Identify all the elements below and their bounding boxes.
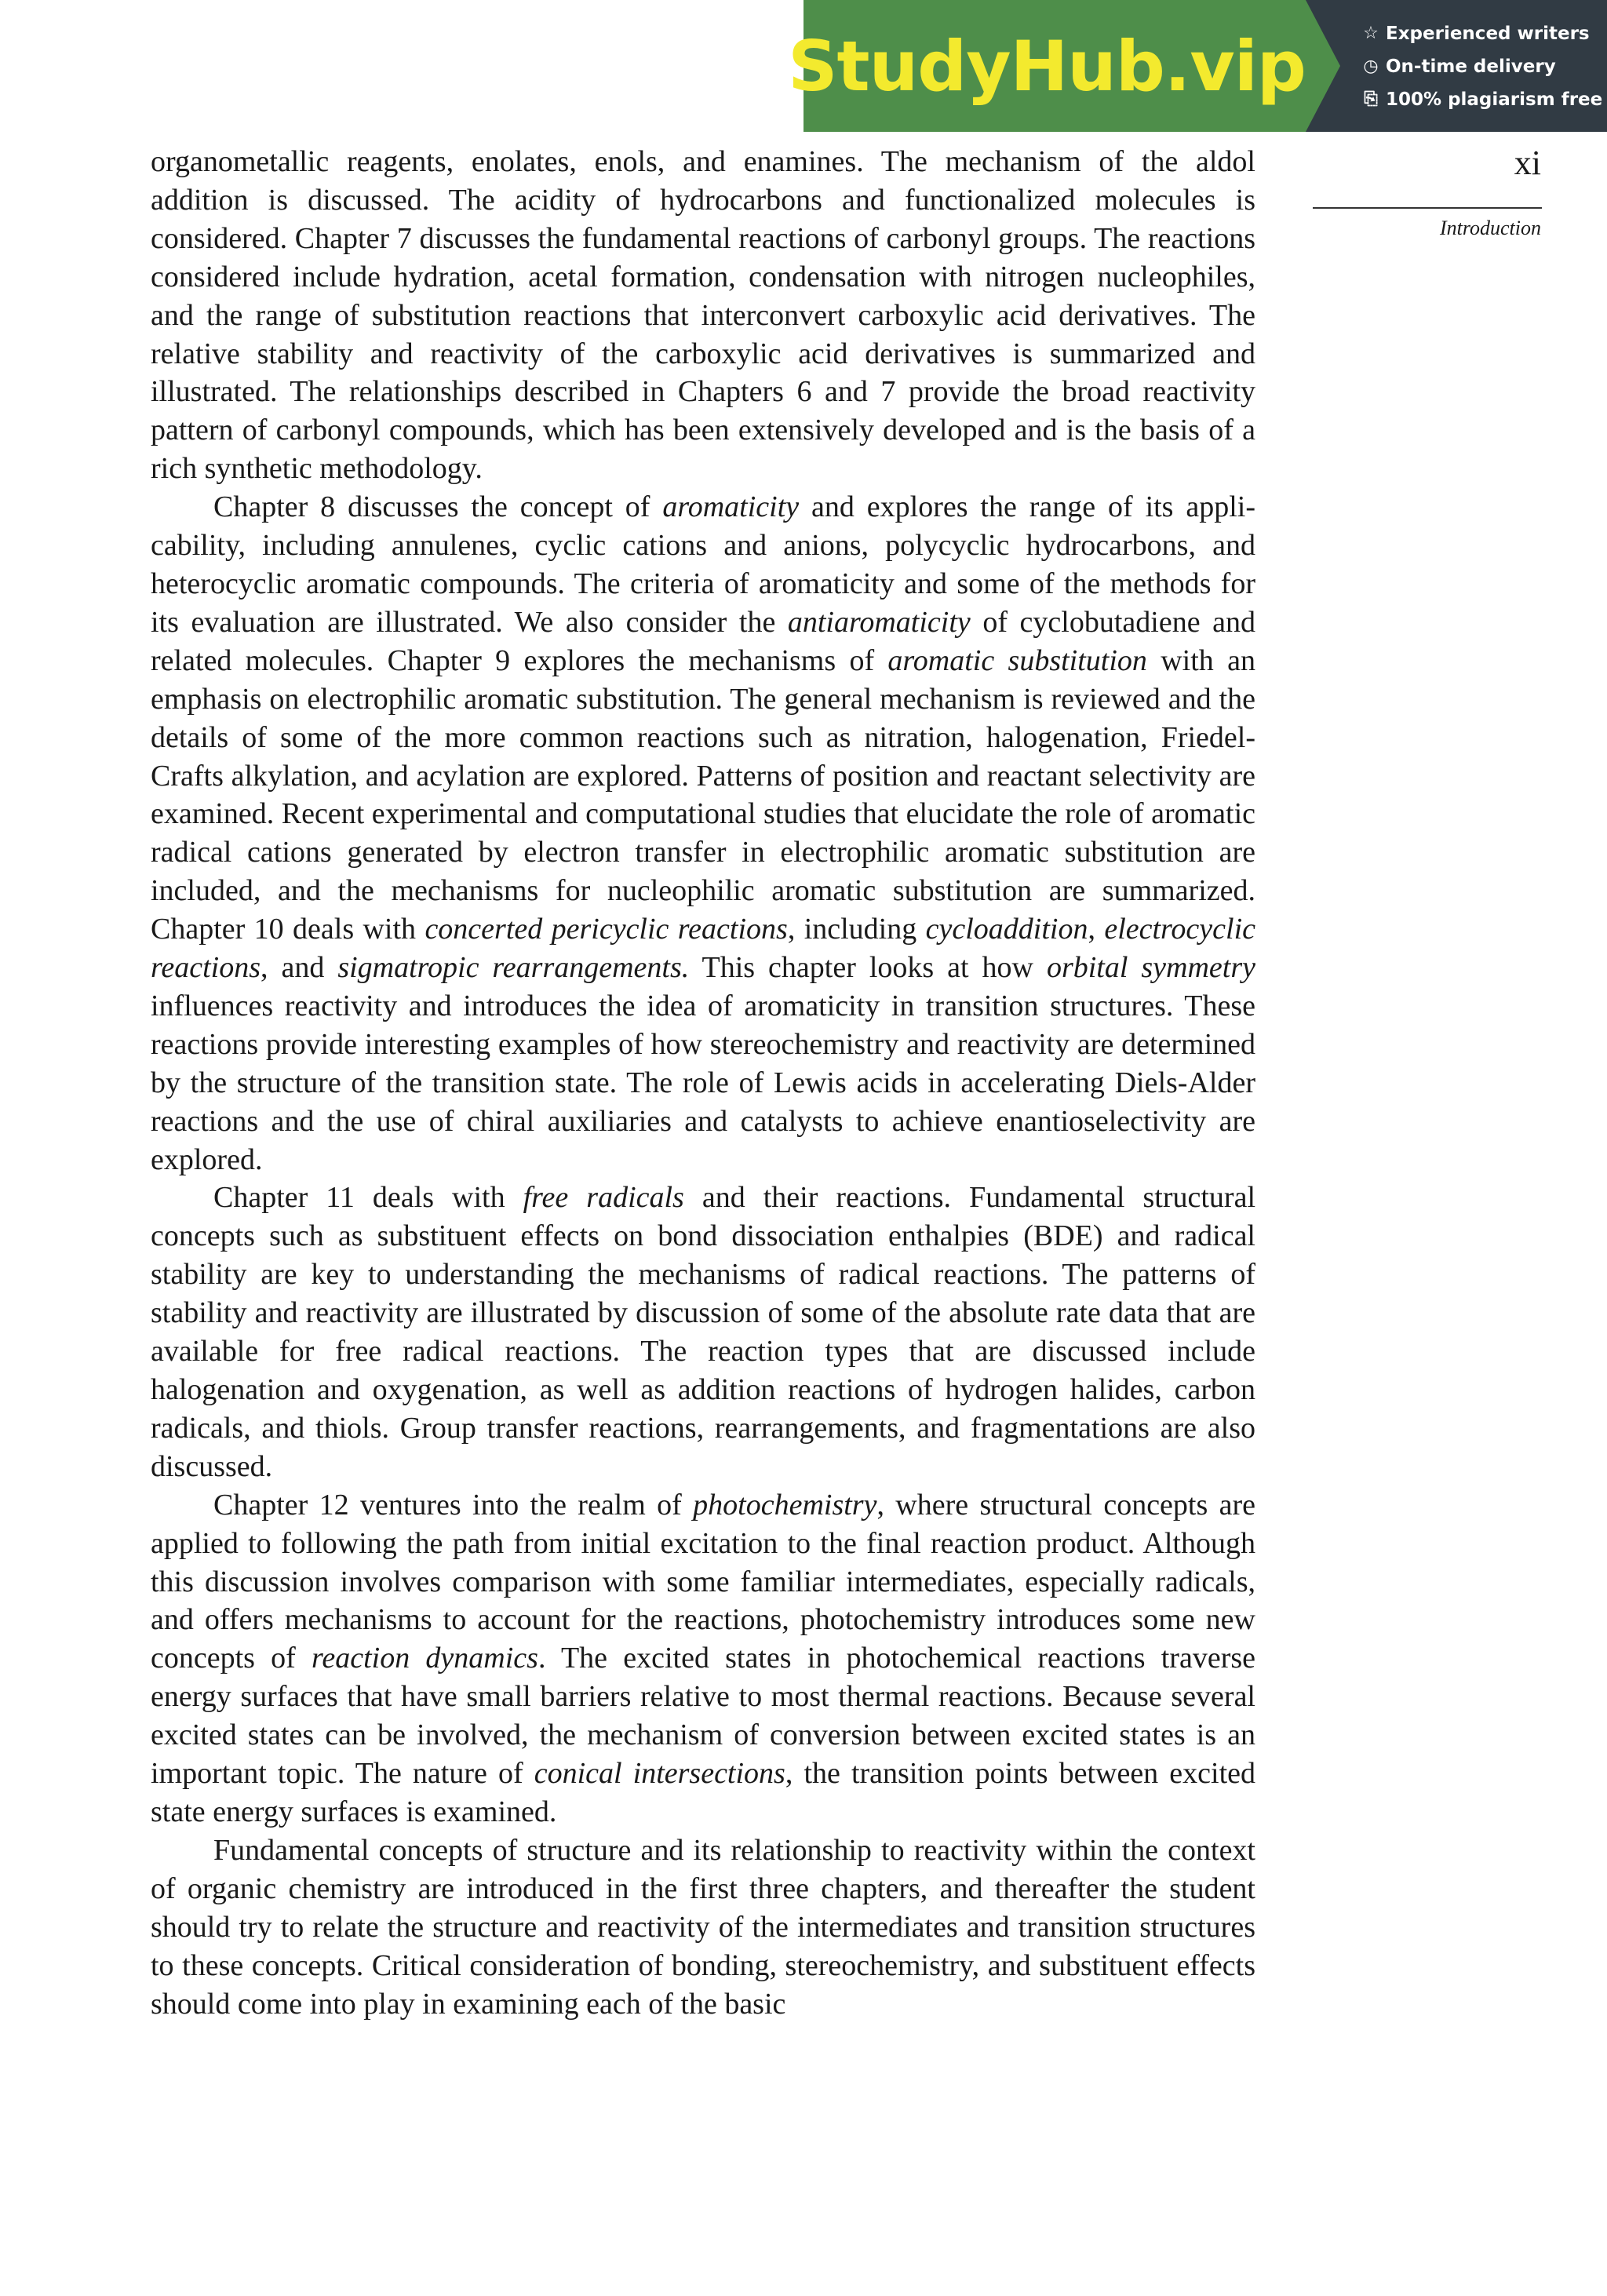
body-text [151,143,1255,2023]
text-run: Fundamental concepts of structure and its relationship to reactivity within the context of organic chemistry are introduced in the first three chapters, and thereafter the student should try to relate the structure and reactivity of the intermediates and transition structures to these concepts. Critical consideration of bonding, stereochemistry, and substituent effects should come into play in examining each of the basic [151,1833,1255,2021]
italic-term: aromaticity [662,490,800,524]
text-run: . The excited states in photochemical reactions traverse energy surfaces that have small barriers relative to most thermal reactions. Because several excited states can be involved, the mechanism of conversion between excited states is an important topic. The nature of [151,1642,1256,1791]
italic-term: reaction dynamics [312,1642,538,1675]
brand-logo: StudyHub.vip [788,25,1306,107]
italic-term: aromatic substitution [887,643,1147,677]
italic-term: electrocyclic reactions [151,913,1255,985]
banner-arrow-shape [1306,0,1340,132]
paragraph [151,143,1255,488]
text-run: , the transition points between excited state energy surfaces is examined. [151,1757,1255,1828]
star-icon: ☆ [1363,24,1379,43]
text-run: influences reactivity and introduces the idea of aromaticity in transition structures. These reactions provide interesting examples of how stereochemistry and reactivity are determined by the structure of the transition state. The role of Lewis acids in accelerating Diels-Alder reactions and the use of chiral auxiliaries and catalysts to achieve enantioselectivity are explored. [151,989,1255,1176]
text-run: This chapter looks at how [689,951,1047,985]
banner-features-panel [1306,0,1607,132]
text-run: , where structural concepts are applied to following the path from initial excitation to the final reaction product. Although this discussion involves comparison with some familiar intermediates, especially radicals, and offers mechanisms to account for the reactions, photochemistry introduces some new concepts of [151,1488,1256,1675]
text-run: with an emphasis on electrophilic aromatic substitution. The general mechanism is reviewed and the details of some of the more common reactions such as nitration, halogenation, Friedel-Crafts alkylation, and acylation are explored. Patterns of position and reactant selectivity are examined. Recent experimental and computational studies that elucidate the role of aromatic radical cations generated by electron transfer in electrophilic aromatic substitution are included, and the mechanisms for nucleophilic aromatic substitution are summarized. Chapter 10 deals with [151,643,1255,946]
feature-item [1361,50,1602,83]
studyhub-banner[interactable] [788,0,1607,132]
text-run: and their reactions. Fundamental structural concepts such as substituent effects on bond dissociation enthalpies (BDE) and radical stability are key to understanding the mechanisms of radical reactions. The patterns of stability and reactivity are illustrated by discussion of some of the absolute rate data that are available for free radical reactions. The reaction types that are discussed include halogenation and oxygenation, as well as addition reactions of hydrogen halides, carbon radicals, and thiols. Group transfer reactions, rearrangements, and fragmentations are also discussed. [151,1181,1255,1483]
italic-term: free radicals [523,1181,684,1215]
text-run: organometallic reagents, enolates, enols, and enamines. The mechanism of the aldol addition is discussed. The acidity of hydrocarbons and functionalized molecules is considered. Chapter 7 discusses the fundamental reactions of carbonyl groups. The reactions considered include hydration, acetal formation, condensation with nitrogen nucleophiles, and the range of substitution reactions that interconvert carboxylic acid derivatives. The relative stability and reactivity of the carboxylic acid derivatives is summarized and illustrated. The relationships described in Chapters 6 and 7 provide the broad reactivity pattern of carbonyl compounds, which has been extensively developed and is the basis of a rich synthetic methodology. [151,145,1255,486]
italic-term: cycloaddition [925,913,1088,946]
text-run: Chapter 8 discusses the concept of [213,490,663,524]
italic-term: orbital symmetry [1046,951,1255,985]
italic-term: conical intersections [534,1757,785,1791]
feature-label: On-time delivery [1386,56,1556,77]
paragraph [151,1486,1255,1831]
text-run: , and [261,951,338,985]
feature-list [1361,17,1602,116]
banner-brand-panel [788,0,1306,132]
italic-term: concerted pericyclic reactions [425,913,788,946]
text-run: and explores the range of its applicability, including annulenes, cyclic cations and anions, polycyclic hydrocarbons, and heterocyclic aromatic compounds. The criteria of aromaticity and some of the methods for its evaluation are illustrated. We also consider the [151,490,1256,639]
paragraph [151,1179,1255,1485]
clock-icon: ◷ [1363,56,1379,76]
feature-label: Experienced writers [1386,24,1590,44]
italic-term: antiaromaticity [787,605,971,639]
italic-term: sigmatropic rearrangements. [337,951,690,985]
running-head-rule [1313,207,1542,209]
page-number: xi [1514,144,1541,182]
text-run: , including [787,913,926,946]
italic-term: photochemistry [693,1488,877,1522]
running-head: Introduction [1439,217,1541,239]
feature-item [1361,17,1602,50]
paragraph [151,1831,1255,2024]
text-run: of cyclobutadiene and related molecules. Chapter 9 explores the mechanisms of [151,605,1255,677]
feature-item [1361,83,1602,116]
paragraph [151,488,1255,1179]
text-run: Chapter 12 ventures into the realm of [213,1488,694,1522]
feature-label: 100% plagiarism free [1386,89,1603,110]
text-run: Chapter 11 deals with [213,1181,523,1215]
text-run: , [1088,913,1105,946]
copy-icon: ⎘ [1364,89,1378,109]
